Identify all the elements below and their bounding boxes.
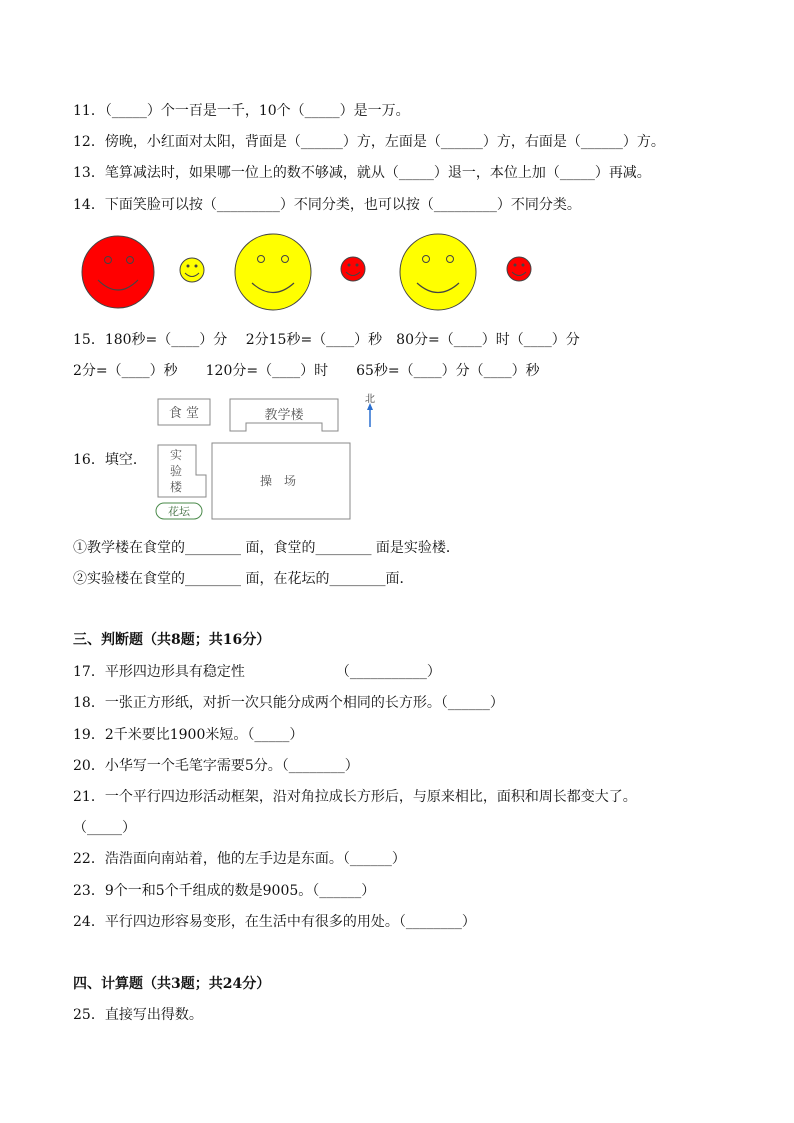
question-19: 19．2千米要比1900米短。（_____） — [73, 727, 304, 743]
question-17: 17．平形四边形具有稳定性 （___________） — [73, 664, 441, 680]
question-21: 21．一个平行四边形活动框架，沿对角拉成长方形后，与原来相比，面积和周长都变大了。 — [73, 789, 637, 805]
smiley-faces-figure — [80, 228, 540, 316]
question-14: 14．下面笑脸可以按（_________）不同分类，也可以按（_________）不同分类。 — [73, 197, 581, 213]
north-label: 北 — [365, 394, 375, 405]
teaching-building-label: 教学楼 — [264, 408, 304, 423]
lab-building-label-1: 实 — [169, 448, 183, 462]
question-15-line-1: 15．180秒=（____）分 2分15秒=（____）秒 80分=（____）时（____）分 — [73, 332, 580, 348]
question-13: 13．笔算减法时，如果哪一位上的数不够减，就从（_____）退一，本位上加（_____）再减。 — [73, 165, 651, 181]
question-15-line-2: 2分=（____）秒 120分=（____）时 65秒=（____）分（____）秒 — [73, 363, 540, 379]
question-12: 12．傍晚，小红面对太阳，背面是（______）方，左面是（______）方，右面是（______）方。 — [73, 134, 665, 150]
lab-building-label-3: 楼 — [169, 480, 183, 494]
playground-label: 操 场 — [259, 474, 297, 488]
school-map-figure — [150, 393, 385, 525]
smiley-face-icon — [400, 234, 476, 310]
smiley-face-icon — [82, 236, 154, 308]
section-4-heading: 四、计算题（共3题；共24分） — [73, 976, 271, 992]
question-11: 11．（_____）个一百是一千，10个（_____）是一万。 — [73, 103, 410, 119]
question-25: 25．直接写出得数。 — [73, 1007, 203, 1023]
section-3-heading: 三、判断题（共8题；共16分） — [73, 632, 271, 648]
question-24: 24．平行四边形容易变形，在生活中有很多的用处。（________） — [73, 914, 476, 930]
flower-bed-label: 花坛 — [168, 505, 190, 518]
question-18: 18．一张正方形纸，对折一次只能分成两个相同的长方形。（______） — [73, 695, 504, 711]
question-23: 23．9个一和5个千组成的数是9005。（______） — [73, 883, 376, 899]
question-16-part-2: ②实验楼在食堂的________ 面，在花坛的________面． — [73, 571, 414, 587]
question-22: 22．浩浩面向南站着，他的左手边是东面。（______） — [73, 851, 406, 867]
canteen-label: 食 堂 — [168, 406, 200, 421]
smiley-face-icon — [235, 234, 311, 310]
smiley-face-icon — [180, 258, 204, 282]
question-21-answer: （_____） — [73, 820, 136, 836]
smiley-face-icon — [507, 257, 531, 281]
question-20: 20．小华写一个毛笔字需要5分。（________） — [73, 758, 359, 774]
lab-building-label-2: 验 — [169, 464, 183, 478]
question-16: 16．填空． — [73, 452, 147, 468]
smiley-face-icon — [341, 257, 365, 281]
question-16-part-1: ①教学楼在食堂的________ 面，食堂的________ 面是实验楼． — [73, 540, 460, 556]
